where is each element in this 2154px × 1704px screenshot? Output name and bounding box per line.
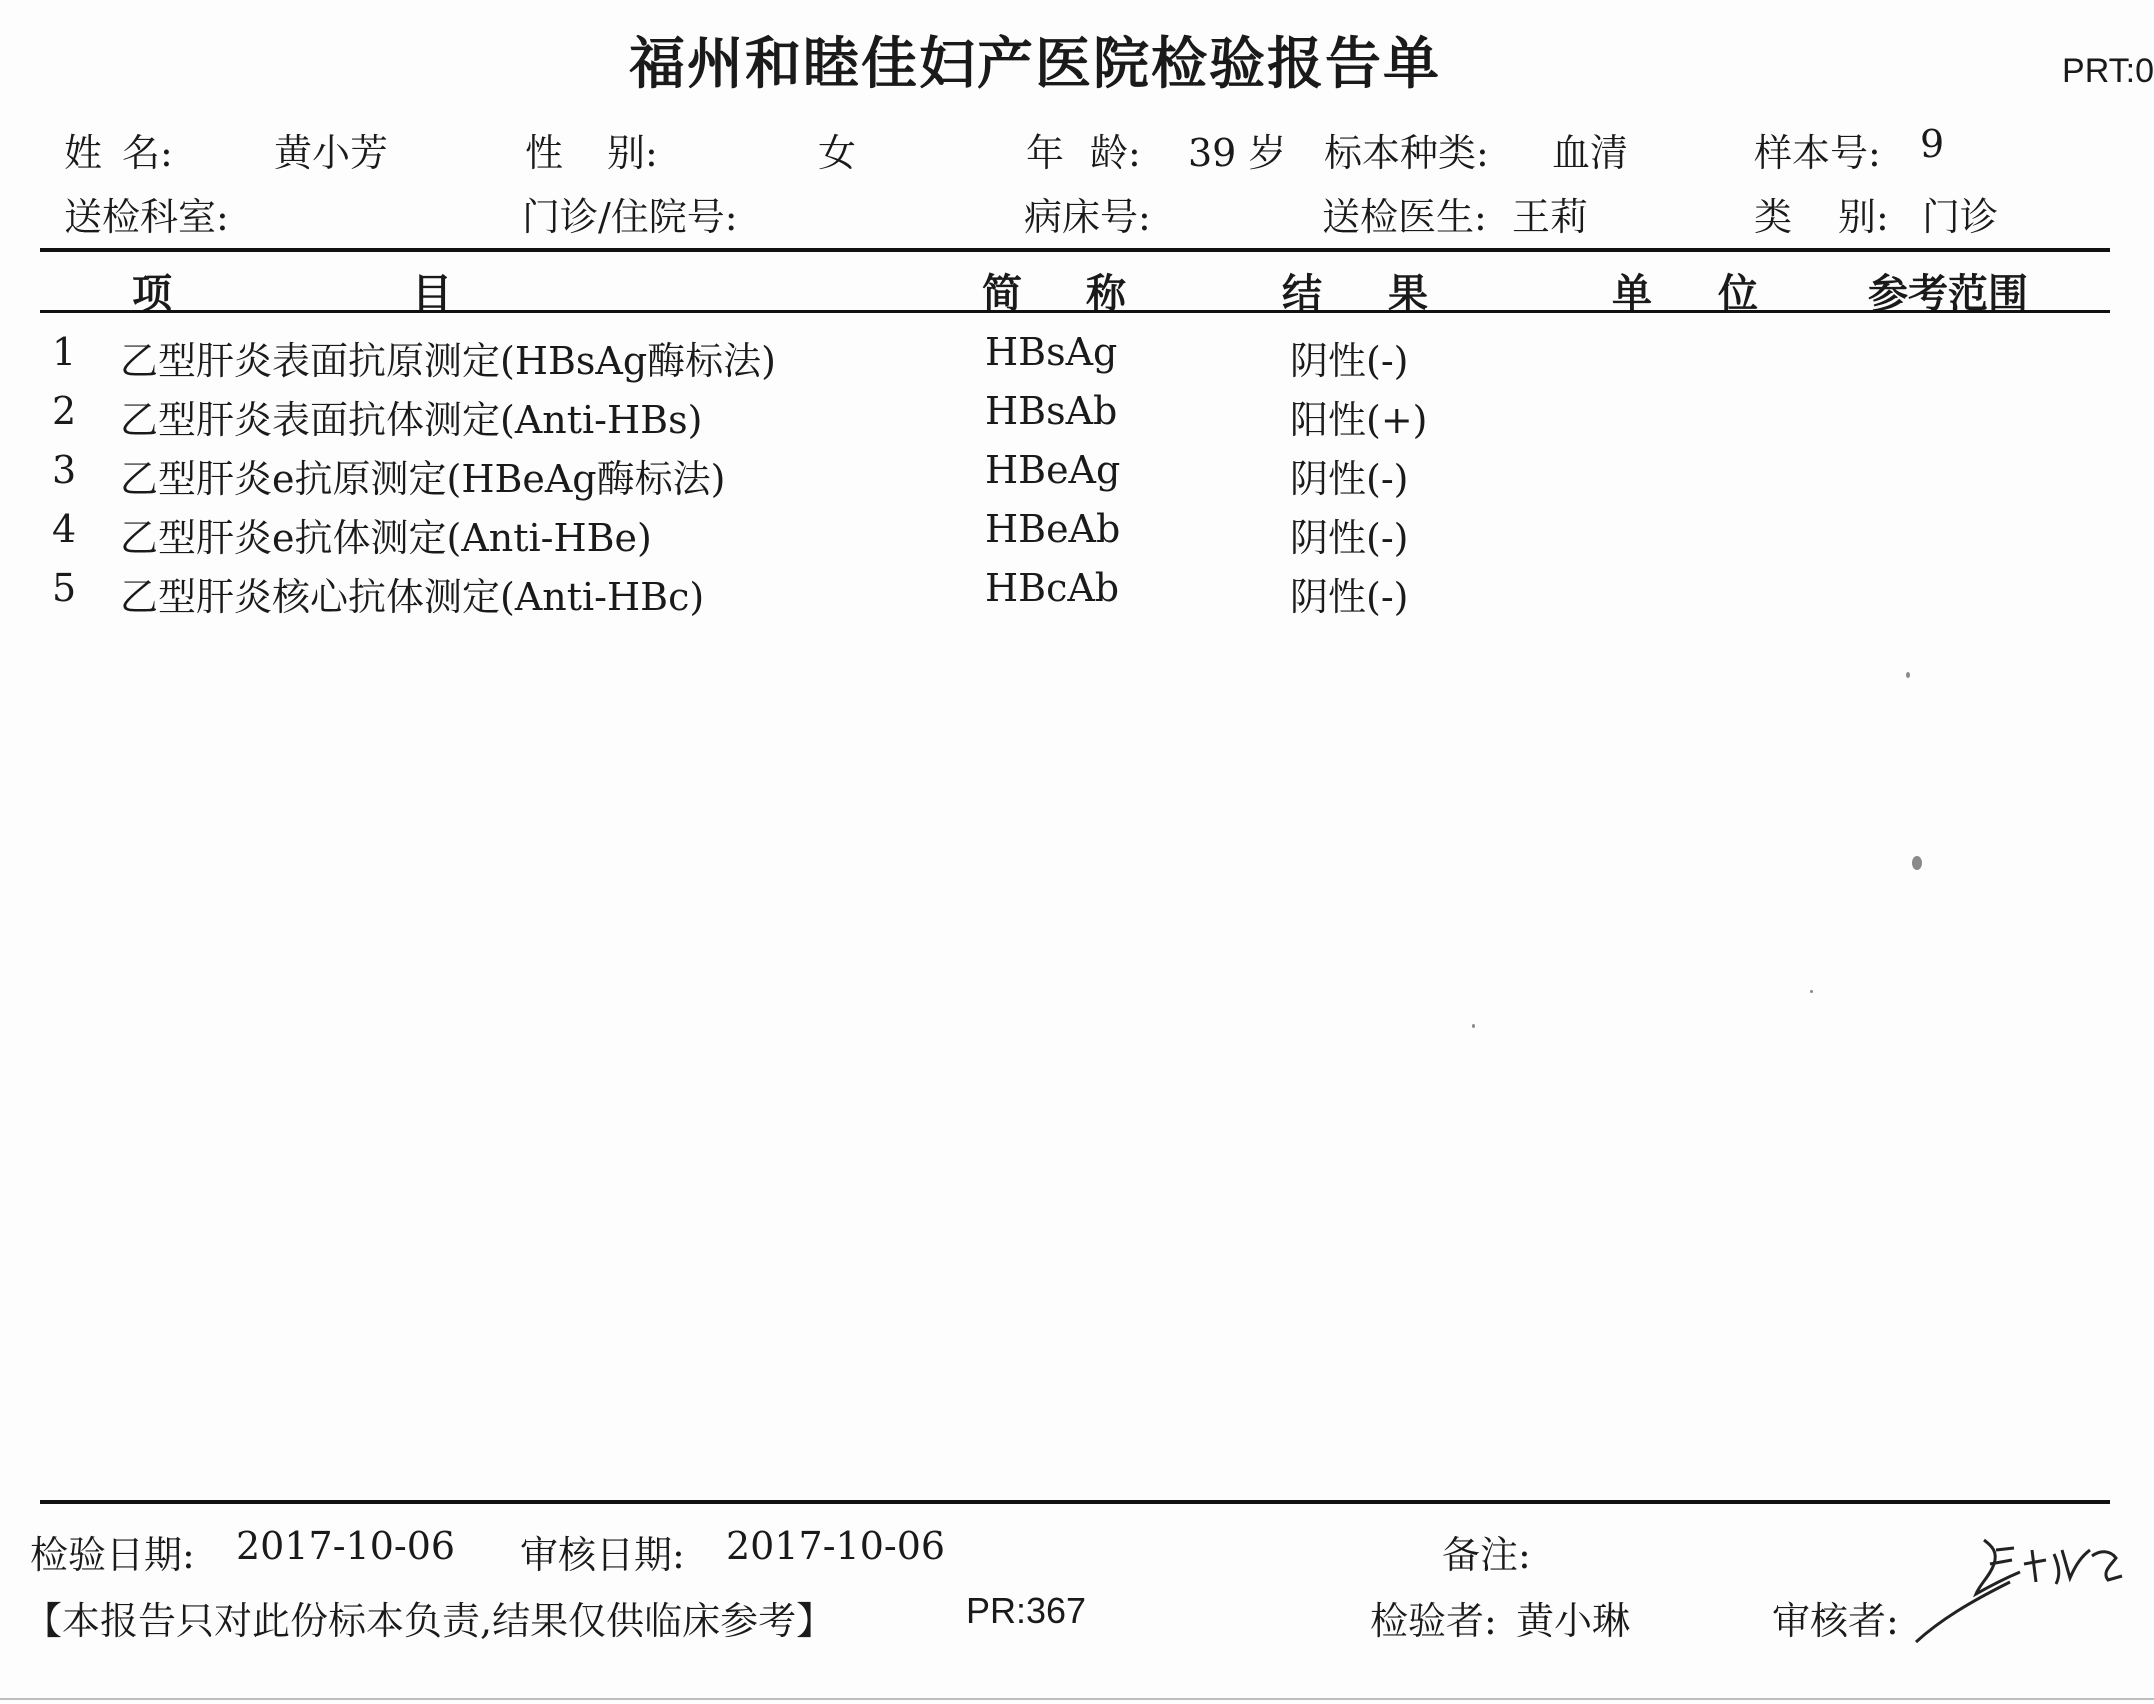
test-date-label: 检验日期:: [30, 1533, 195, 1577]
table-row: [0, 330, 2154, 388]
footer-rule: [40, 1500, 2110, 1504]
scan-speck: [1810, 990, 1813, 993]
row-item: 乙型肝炎表面抗原测定(HBsAg酶标法): [120, 339, 776, 383]
row-result: 阴性(-): [1290, 516, 1409, 560]
row-item: 乙型肝炎核心抗体测定(Anti-HBc): [120, 575, 705, 619]
category: 门诊: [1922, 195, 1999, 239]
signature-stroke: [2054, 1550, 2090, 1584]
disclaimer: 【本报告只对此份标本负责,结果仅供临床参考】: [24, 1599, 835, 1643]
col-head-range: 参考范围: [1868, 271, 2028, 317]
specimen-type-label: 标本种类:: [1324, 131, 1489, 175]
table-row: [0, 448, 2154, 506]
patient-age: 39 岁: [1188, 131, 1287, 175]
row-number: 5: [52, 566, 77, 610]
patient-name-label: 姓 名:: [64, 131, 173, 175]
sample-no-label: 样本号:: [1754, 131, 1881, 175]
age-label-rest: 龄:: [1090, 131, 1141, 175]
row-result: 阳性(+): [1290, 398, 1428, 442]
table-row: [0, 507, 2154, 565]
department-label: 送检科室:: [64, 195, 229, 239]
outpatient-no-label: 门诊/住院号:: [522, 195, 738, 239]
row-result: 阴性(-): [1290, 339, 1409, 383]
signature-stroke: [2024, 1550, 2046, 1582]
remarks-label: 备注:: [1442, 1533, 1531, 1577]
row-number: 3: [52, 448, 77, 492]
report-title: 福州和睦佳妇产医院检验报告单: [629, 32, 1441, 97]
scan-speck: [1472, 1024, 1475, 1028]
row-number: 2: [52, 389, 77, 433]
tester: 黄小琳: [1516, 1599, 1631, 1643]
col-head-item-1: 项: [132, 271, 172, 317]
name-label-rest: 名:: [122, 131, 173, 175]
review-date: 2017-10-06: [726, 1524, 946, 1568]
patient-age-label: 年 龄:: [1026, 131, 1141, 175]
reviewer-label: 审核者:: [1772, 1599, 1899, 1643]
row-item: 乙型肝炎表面抗体测定(Anti-HBs): [120, 398, 703, 442]
row-abbr: HBeAg: [985, 448, 1121, 492]
col-head-abbr-2: 称: [1086, 271, 1126, 317]
review-date-label: 审核日期:: [520, 1533, 685, 1577]
scan-speck: [1906, 672, 1910, 678]
header-top-rule: [40, 248, 2110, 252]
print-code: PRT:0: [2062, 52, 2154, 90]
sex-label-rest: 别:: [607, 131, 658, 175]
patient-sex: 女: [818, 131, 857, 175]
col-head-result-1: 结: [1282, 271, 1322, 317]
signature-stroke: [2092, 1552, 2122, 1580]
doctor: 王莉: [1512, 195, 1589, 239]
row-abbr: HBcAb: [985, 566, 1120, 610]
col-head-result-2: 果: [1388, 271, 1428, 317]
header-bottom-rule: [40, 310, 2110, 313]
category-label: 类 别:: [1754, 195, 1889, 239]
row-abbr: HBsAg: [985, 330, 1118, 374]
table-row: [0, 566, 2154, 624]
row-abbr: HBeAb: [985, 507, 1121, 551]
col-head-item-2: 目: [412, 271, 452, 317]
specimen-type: 血清: [1552, 131, 1629, 175]
row-abbr: HBsAb: [985, 389, 1118, 433]
col-head-abbr-1: 简: [982, 271, 1022, 317]
row-number: 4: [52, 507, 77, 551]
tester-label: 检验者:: [1370, 1599, 1497, 1643]
patient-name: 黄小芳: [274, 131, 389, 175]
scan-speck: [1912, 856, 1922, 870]
pr-code: PR:367: [966, 1590, 1087, 1631]
col-head-unit-1: 单: [1612, 271, 1652, 317]
page-bottom-edge: [0, 1698, 2154, 1700]
category-label-rest: 别:: [1838, 195, 1889, 239]
row-result: 阴性(-): [1290, 575, 1409, 619]
reviewer-signature: [1910, 1520, 2150, 1650]
signature-stroke: [1916, 1582, 2010, 1642]
bed-no-label: 病床号:: [1024, 195, 1151, 239]
row-result: 阴性(-): [1290, 457, 1409, 501]
row-item: 乙型肝炎e抗原测定(HBeAg酶标法): [120, 457, 726, 501]
table-row: [0, 389, 2154, 447]
col-head-unit-2: 位: [1718, 271, 1758, 317]
row-item: 乙型肝炎e抗体测定(Anti-HBe): [120, 516, 652, 560]
patient-sex-label: 性 别:: [525, 131, 658, 175]
sample-no: 9: [1920, 122, 1945, 166]
test-date: 2017-10-06: [236, 1524, 456, 1568]
row-number: 1: [52, 330, 77, 374]
doctor-label: 送检医生:: [1322, 195, 1487, 239]
